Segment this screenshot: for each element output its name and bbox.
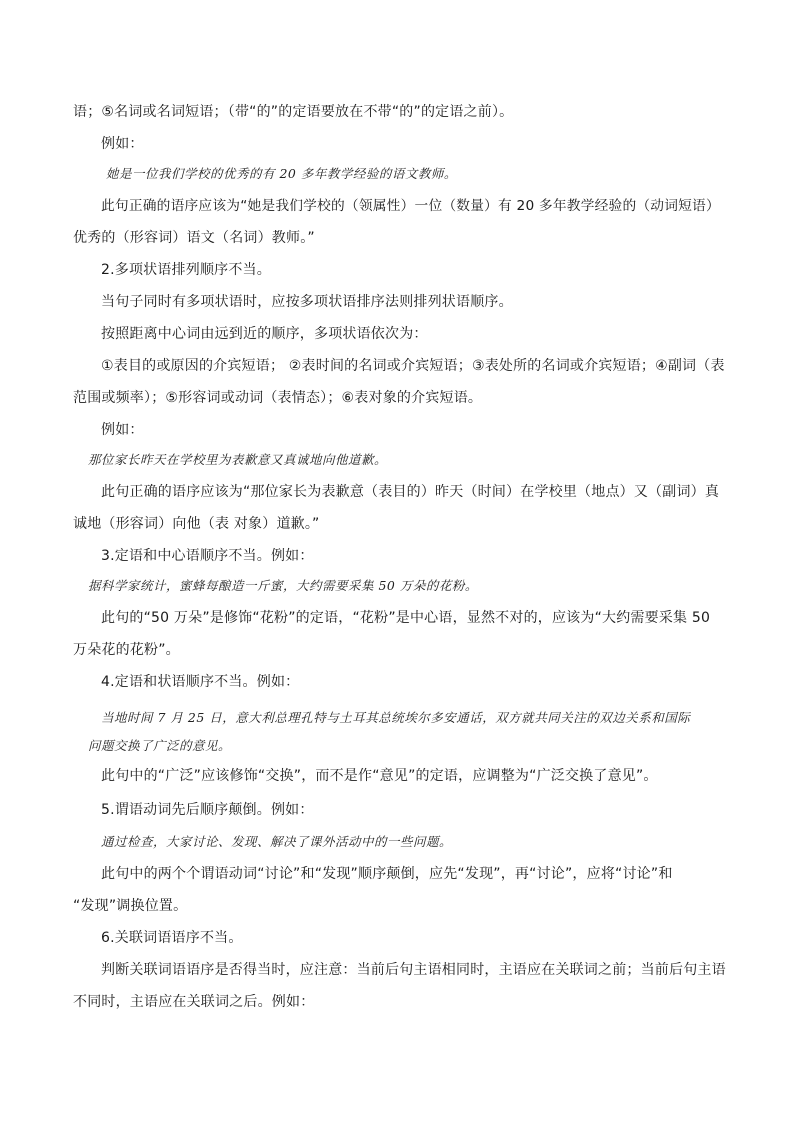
example-sentence: 她是一位我们学校的优秀的有 20 多年教学经验的语文教师。 [106,166,457,181]
example-sentence: 据科学家统计，蜜蜂每酿造一斤蜜，大约需要采集 50 万朵的花粉。 [88,578,478,593]
text-line: 万朵花的花粉”。 [73,642,180,658]
text-line: 判断关联词语语序是否得当时，应注意：当前后句主语相同时，主语应在关联词之前；当前后句主语 [101,962,726,978]
section-heading: 5.谓语动词先后顺序颠倒。例如： [101,802,314,818]
example-label: 例如： [101,136,144,152]
section-heading: 6.关联词语语序不当。 [101,930,243,946]
text-line: 优秀的（形容词）语文（名词）教师。” [73,230,315,246]
example-sentence: 当地时间 7 月 25 日，意大利总理孔特与土耳其总统埃尔多安通话，双方就共同关注的双边关系和国际 [101,710,691,725]
example-sentence: 那位家长昨天在学校里为表歉意又真诚地向他道歉。 [88,452,388,467]
example-sentence: 通过检查，大家讨论、发现、解决了课外活动中的一些问题。 [101,834,453,849]
text-line: 按照距离中心词由远到近的顺序，多项状语依次为： [101,326,428,342]
text-line: ①表目的或原因的介宾短语； ②表时间的名词或介宾短语；③表处所的名词或介宾短语；④副词（表 [101,358,725,374]
text-line: 语；⑤名词或名词短语；（带“的”的定语要放在不带“的”的定语之前）。 [73,104,514,120]
section-heading: 2.多项状语排列顺序不当。 [101,262,271,278]
text-line: 此句的“50 万朵”是修饰“花粉”的定语，“花粉”是中心语，显然不对的，应该为“大约需要采集 50 [101,610,711,626]
example-label: 例如： [101,422,144,438]
text-line: 此句中的两个个谓语动词“讨论”和“发现”顺序颠倒，应先“发现”，再“讨论”，应将“讨论”和 [101,866,673,882]
example-sentence: 问题交换了广泛的意见。 [88,738,232,753]
text-line: 不同时，主语应在关联词之后。例如： [73,994,315,1010]
text-line: 此句正确的语序应该为“她是我们学校的（领属性）一位（数量）有 20 多年教学经验的（动词短语） [101,198,720,214]
text-line: “发现”调换位置。 [73,898,188,914]
text-line: 当句子同时有多项状语时，应按多项状语排序法则排列状语顺序。 [101,294,513,310]
section-heading: 4.定语和状语顺序不当。例如： [101,674,300,690]
text-line: 诚地（形容词）向他（表 对象）道歉。” [73,516,320,532]
text-line: 此句正确的语序应该为“那位家长为表歉意（表目的）昨天（时间）在学校里（地点）又（副词）真 [101,484,720,500]
section-heading: 3.定语和中心语顺序不当。例如： [101,548,314,564]
text-line: 此句中的“广泛”应该修饰“交换”，而不是作“意见”的定语，应调整为“广泛交换了意见”。 [101,768,658,784]
text-line: 范围或频率）；⑤形容词或动词（表情态）；⑥表对象的介宾短语。 [73,390,483,406]
